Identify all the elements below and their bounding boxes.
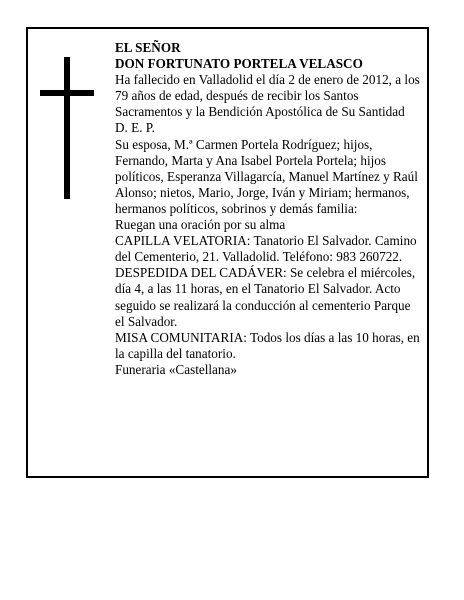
death-announcement: Ha fallecido en Valladolid el día 2 de enero de 2012, a los 79 años de edad, después de recibir los Santos Sacramentos y la Bendición Apostólica de Su Santidad D. E. P. xyxy=(115,72,420,136)
cross-horizontal-bar xyxy=(40,90,94,96)
cross-icon xyxy=(40,57,94,199)
chapel-info: CAPILLA VELATORIA: Tanatorio El Salvador. Camino del Cementerio, 21. Valladolid. Teléfono: 983 260722. xyxy=(115,233,417,265)
funeral-home: Funeraria «Castellana» xyxy=(115,361,237,377)
notice-text xyxy=(115,40,420,378)
mass-info: MISA COMUNITARIA: Todos los días a las 10 horas, en la capilla del tanatorio. xyxy=(115,329,420,361)
obituary-notice xyxy=(26,27,429,478)
family-list: Su esposa, M.ª Carmen Portela Rodríguez; hijos, Fernando, Marta y Ana Isabel Portela Portela; hijos políticos, Esperanza Villagarcía, Manuel Martínez y Raúl Alonso; nietos, Mario, Jorge, Iván y Miriam; hermanos, hermanos políticos, sobrinos y demás familia: xyxy=(115,136,418,216)
prayer-request: Ruegan una oración por su alma xyxy=(115,217,286,233)
notice-title-line1: EL SEÑOR xyxy=(115,40,181,55)
cross-vertical-bar xyxy=(64,57,70,199)
farewell-info: DESPEDIDA DEL CADÁVER: Se celebra el miércoles, día 4, a las 11 horas, en el Tanatorio El Salvador. Acto seguido se realizará la conducción al cementerio Parque el Salvador. xyxy=(115,265,416,329)
deceased-name: DON FORTUNATO PORTELA VELASCO xyxy=(115,56,363,72)
